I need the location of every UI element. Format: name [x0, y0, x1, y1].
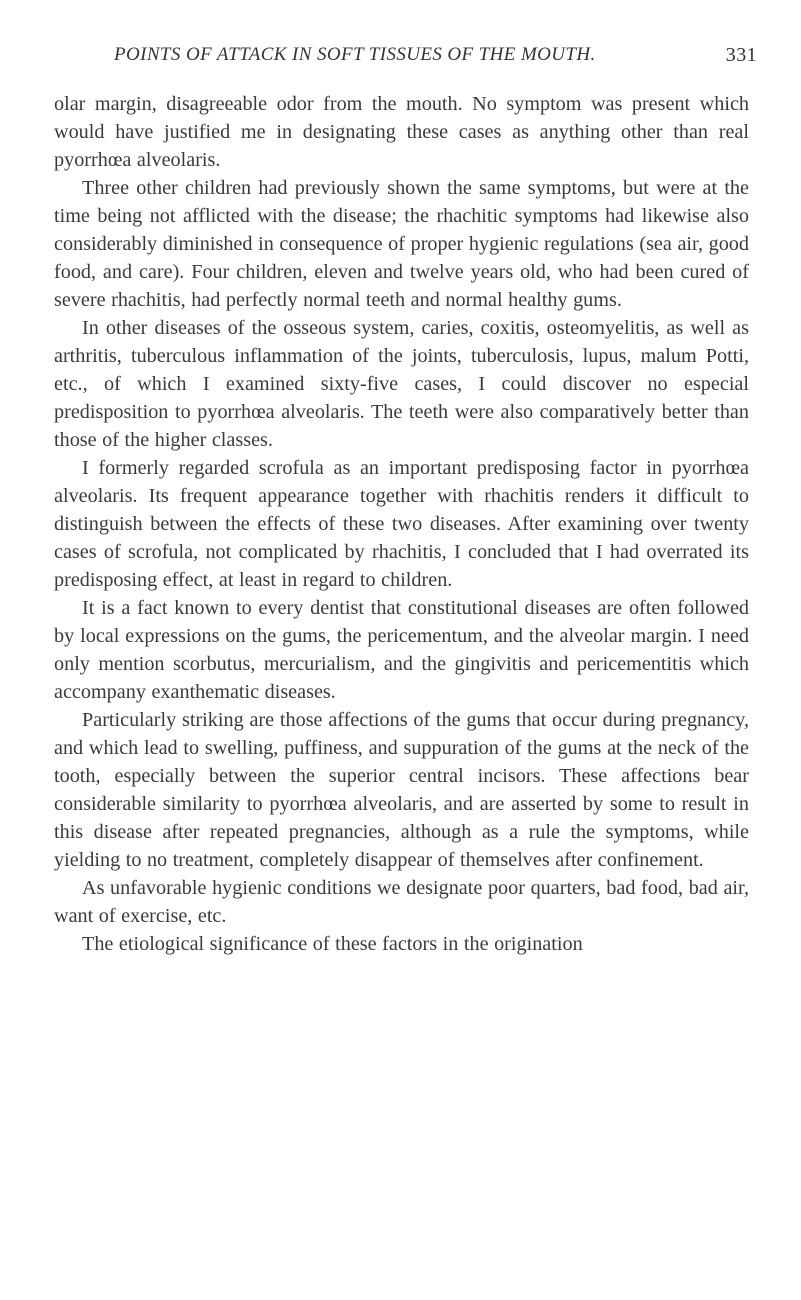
body-text [54, 90, 749, 958]
running-title: POINTS OF ATTACK IN SOFT TISSUES OF THE MOUTH. [114, 44, 596, 65]
page-number: 331 [725, 44, 757, 66]
paragraph-continuation: olar margin, disagreeable odor from the mouth. No symptom was present which would have justified me in designating these cases as anything other than real pyorrhœa alveolaris. [54, 93, 749, 171]
paragraph: The etiological significance of these factors in the origination [82, 933, 583, 955]
paragraph: As unfavorable hygienic conditions we designate poor quarters, bad food, bad air, want of exercise, etc. [54, 877, 749, 927]
paragraph: It is a fact known to every dentist that constitutional diseases are often followed by local expressions on the gums, the pericementum, and the alveolar margin. I need only mention scorbutus, mercurialism, and the gingivitis and pericementitis which accompany exanthematic diseases. [54, 597, 749, 703]
paragraph: Particularly striking are those affections of the gums that occur during pregnancy, and which lead to swelling, puffiness, and suppuration of the gums at the neck of the tooth, especially between the superior central incisors. These affections bear considerable similarity to pyorrhœa alveolaris, and are asserted by some to result in this disease after repeated pregnancies, although as a rule the symptoms, while yielding to no treatment, completely disappear of themselves after confinement. [54, 709, 749, 871]
paragraph: I formerly regarded scrofula as an important predisposing factor in pyorrhœa alveolaris. Its frequent appearance together with rhachitis renders it difficult to distinguish between the effects of these two diseases. After examining over twenty cases of scrofula, not complicated by rhachitis, I concluded that I had overrated its predisposing effect, at least in regard to children. [54, 457, 749, 591]
book-page [54, 44, 757, 958]
running-head [82, 44, 757, 76]
paragraph: Three other children had previously shown the same symptoms, but were at the time being not afflicted with the disease; the rhachitic symptoms had likewise also considerably diminished in consequence of proper hygienic regulations (sea air, good food, and care). Four children, eleven and twelve years old, who had been cured of severe rhachitis, had perfectly normal teeth and normal healthy gums. [54, 177, 749, 311]
paragraph: In other diseases of the osseous system, caries, coxitis, osteomyelitis, as well as arthritis, tuberculous inflammation of the joints, tuberculosis, lupus, malum Potti, etc., of which I examined sixty-five cases, I could discover no especial predisposition to pyorrhœa alveolaris. The teeth were also comparatively better than those of the higher classes. [54, 317, 749, 451]
